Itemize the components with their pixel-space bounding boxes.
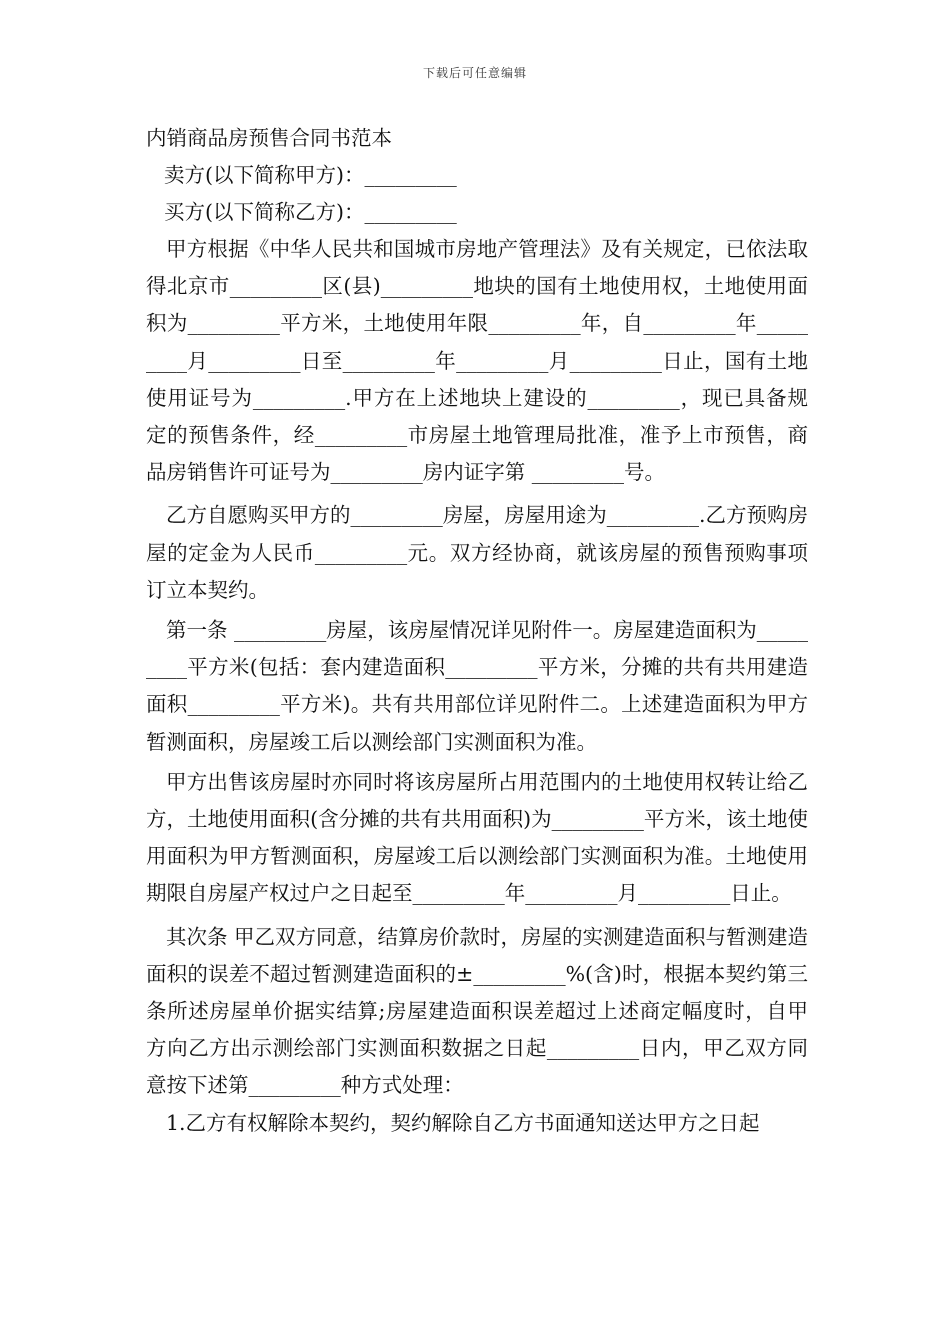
- document-body: [146, 120, 808, 1142]
- page-header: 下载后可任意编辑: [422, 66, 527, 80]
- paragraph-article-2: 其次条 甲乙双方同意，结算房价款时，房屋的实测建造面积与暂测建造面积的误差不超过暂测建造面积的±_________%(含)时，根据本契约第三条所述房屋单价据实结算;房屋建造面积误差超过上述商定幅度时，自甲方向乙方出示测绘部门实测面积数据之日起_________日内，甲乙双方同意按下述第_________种方式处理：: [146, 924, 809, 1098]
- document-title: 内销商品房预售合同书范本: [146, 126, 392, 150]
- paragraph-article-1: 第一条 _________房屋，该房屋情况详见附件一。房屋建造面积为_________平方米(包括：套内建造面积_________平方米，分摊的共有共用建造面积_________平方米)。共有共用部位详见附件二。上述建造面积为甲方暂测面积，房屋竣工后以测绘部门实测面积为准。: [146, 618, 809, 754]
- paragraph-option-1: 1.乙方有权解除本契约，契约解除自乙方书面通知送达甲方之日起: [166, 1110, 760, 1135]
- paragraph-land-rights: 甲方根据《中华人民共和国城市房地产管理法》及有关规定，已依法取得北京市_________区(县)_________地块的国有土地使用权，土地使用面积为_________平方米，土地使用年限_________年，自_________年_________月_________日至_________年_________月_________日止，国有土地使用证号为_________.甲方在上述地块上建设的_________，现已具备规定的预售条件，经_________市房屋土地管理局批准，准予上市预售，商品房销售许可证号为_________房内证字第 _________号。: [146, 237, 808, 485]
- seller-line: 卖方(以下简称甲方)：_________: [164, 163, 457, 187]
- buyer-line: 买方(以下简称乙方)：_________: [164, 200, 457, 224]
- paragraph-purchase-intent: 乙方自愿购买甲方的_________房屋，房屋用途为_________.乙方预购房屋的定金为人民币_________元。双方经协商，就该房屋的预售预购事项订立本契约。: [146, 503, 809, 602]
- paragraph-land-use-transfer: 甲方出售该房屋时亦同时将该房屋所占用范围内的土地使用权转让给乙方，土地使用面积(含分摊的共有共用面积)为_________平方米，该土地使用面积为甲方暂测面积，房屋竣工后以测绘部门实测面积为准。土地使用期限自房屋产权过户之日起至_________年_________月_________日止。: [146, 769, 808, 906]
